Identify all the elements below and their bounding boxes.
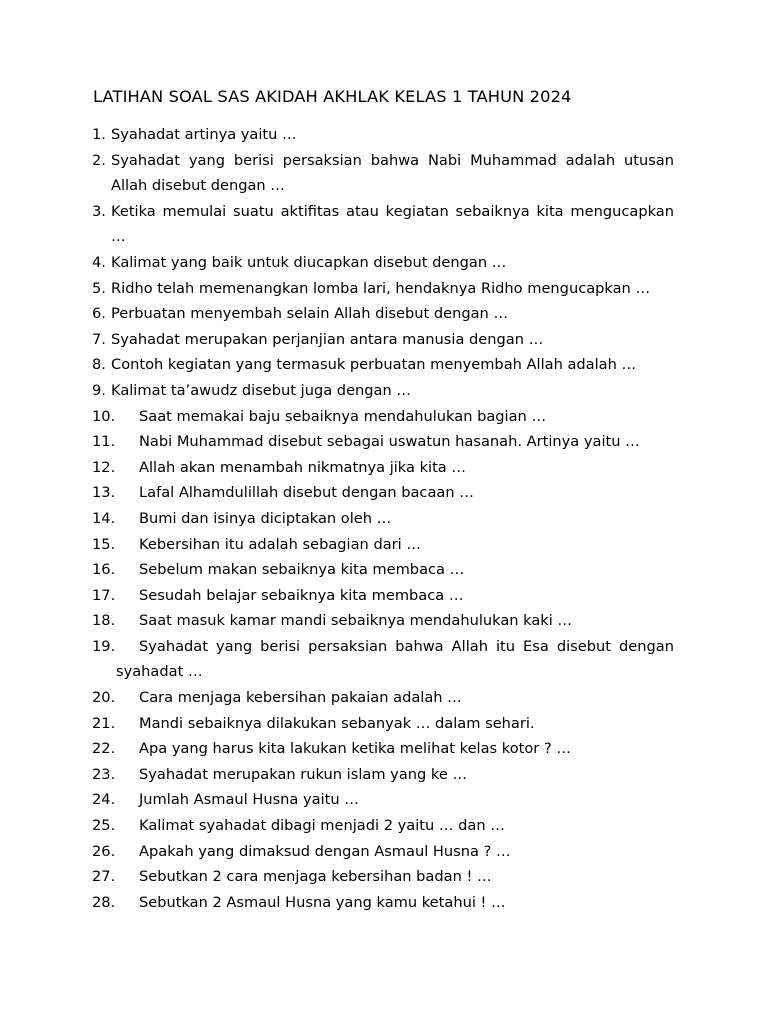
question-number: 15. (92, 535, 116, 553)
question-number: 7. (92, 330, 106, 348)
question-item (0, 429, 768, 455)
question-text: Syahadat merupakan rukun islam yang ke … (139, 765, 468, 783)
question-item (0, 864, 768, 890)
question-number: 3. (92, 202, 106, 220)
question-list (0, 122, 768, 915)
question-text: Ridho telah memenangkan lomba lari, hendaknya Ridho mengucapkan … (111, 279, 651, 297)
question-number: 20. (92, 689, 116, 707)
question-item (0, 327, 768, 353)
question-item (0, 736, 768, 762)
question-item (0, 404, 768, 430)
question-item (0, 711, 768, 737)
question-text: Kalimat yang baik untuk diucapkan disebut dengan … (111, 253, 507, 271)
question-number: 21. (92, 714, 116, 732)
question-text: Mandi sebaiknya dilakukan sebanyak … dalam sehari. (139, 714, 535, 732)
question-number: 25. (92, 817, 116, 835)
question-text: Syahadat merupakan perjanjian antara manusia dengan … (111, 330, 544, 348)
question-item (0, 890, 768, 916)
question-number: 11. (92, 433, 116, 451)
question-text: Kalimat syahadat dibagi menjadi 2 yaitu … dan … (139, 817, 505, 835)
question-item (0, 276, 768, 302)
question-text: Sesudah belajar sebaiknya kita membaca … (139, 586, 464, 604)
document-title: LATIHAN SOAL SAS AKIDAH AKHLAK KELAS 1 TAHUN 2024 (93, 87, 572, 106)
question-number: 19. (92, 637, 116, 655)
question-item (0, 608, 768, 634)
question-text: Allah akan menambah nikmatnya jika kita … (139, 458, 466, 476)
question-item (0, 506, 768, 532)
question-item (0, 378, 768, 404)
question-text: Syahadat artinya yaitu … (111, 126, 297, 143)
question-text: Contoh kegiatan yang termasuk perbuatan menyembah Allah adalah … (111, 356, 637, 374)
question-number: 27. (92, 868, 116, 886)
question-number: 8. (92, 356, 106, 374)
question-item (0, 839, 768, 865)
question-number: 4. (92, 253, 106, 271)
question-number: 9. (92, 381, 106, 399)
question-text: Apa yang harus kita lakukan ketika melihat kelas kotor ? … (139, 740, 571, 758)
question-number: 16. (92, 561, 116, 579)
question-text: Apakah yang dimaksud dengan Asmaul Husna ? … (139, 842, 511, 860)
question-item (0, 148, 768, 199)
question-number: 28. (92, 893, 116, 911)
question-item (0, 685, 768, 711)
question-item (0, 455, 768, 481)
question-text: Kalimat ta’awudz disebut juga dengan … (111, 381, 411, 399)
question-text: Syahadat yang berisi persaksian bahwa Nabi Muhammad adalah utusan Allah disebut dengan … (111, 151, 674, 195)
question-item (0, 301, 768, 327)
question-item (0, 762, 768, 788)
question-number: 2. (92, 151, 106, 169)
question-number: 13. (92, 484, 116, 502)
question-text: Perbuatan menyembah selain Allah disebut dengan … (111, 305, 509, 323)
question-number: 18. (92, 612, 116, 630)
question-number: 24. (92, 791, 116, 809)
question-text: Saat memakai baju sebaiknya mendahulukan bagian … (139, 407, 547, 425)
question-number: 6. (92, 305, 106, 323)
question-item (0, 813, 768, 839)
question-text: Jumlah Asmaul Husna yaitu … (139, 791, 359, 809)
question-item (0, 250, 768, 276)
question-text: Cara menjaga kebersihan pakaian adalah … (139, 689, 462, 707)
question-number: 14. (92, 509, 116, 527)
question-item (0, 787, 768, 813)
question-item (0, 352, 768, 378)
question-item (0, 122, 768, 148)
question-text: Lafal Alhamdulillah disebut dengan bacaan … (139, 484, 474, 502)
question-number: 1. (92, 126, 106, 143)
question-text: Sebutkan 2 cara menjaga kebersihan badan ! … (139, 868, 492, 886)
question-number: 10. (92, 407, 116, 425)
question-item (0, 532, 768, 558)
question-text: Sebutkan 2 Asmaul Husna yang kamu ketahui ! … (139, 893, 506, 911)
question-text: Sebelum makan sebaiknya kita membaca … (139, 561, 465, 579)
question-item (0, 557, 768, 583)
question-number: 17. (92, 586, 116, 604)
question-text: Saat masuk kamar mandi sebaiknya mendahulukan kaki … (139, 612, 573, 630)
question-number: 12. (92, 458, 116, 476)
question-item (0, 199, 768, 250)
question-item (0, 634, 768, 685)
question-number: 22. (92, 740, 116, 758)
question-number: 23. (92, 765, 116, 783)
question-text: Syahadat yang berisi persaksian bahwa Allah itu Esa disebut dengan syahadat … (116, 637, 674, 681)
question-number: 26. (92, 842, 116, 860)
question-text: Ketika memulai suatu aktifitas atau kegiatan sebaiknya kita mengucapkan … (111, 202, 674, 246)
question-text: Kebersihan itu adalah sebagian dari … (139, 535, 421, 553)
question-text: Nabi Muhammad disebut sebagai uswatun hasanah. Artinya yaitu … (139, 433, 640, 451)
question-item (0, 480, 768, 506)
question-text: Bumi dan isinya diciptakan oleh … (139, 509, 392, 527)
question-item (0, 583, 768, 609)
question-number: 5. (92, 279, 106, 297)
